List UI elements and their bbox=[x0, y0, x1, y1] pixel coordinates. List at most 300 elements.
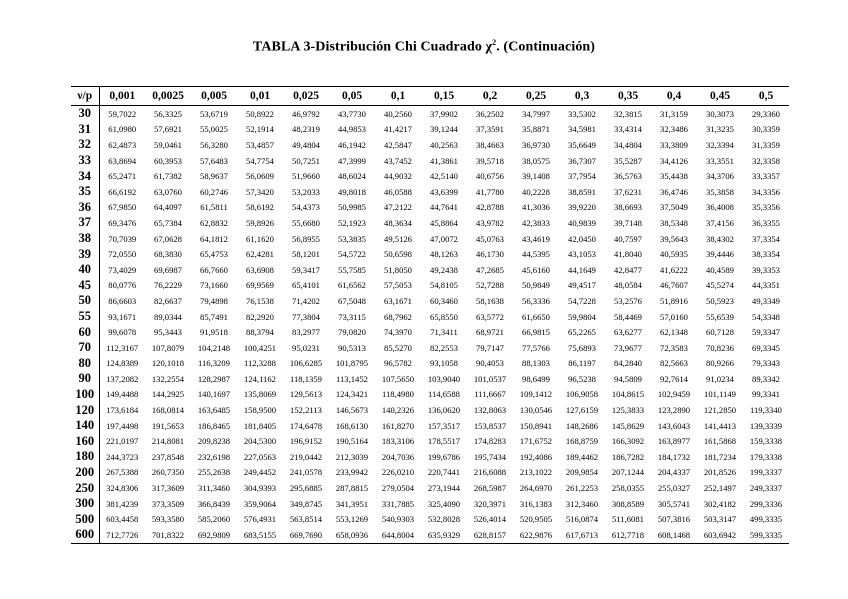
chi-square-value-cell: 32,3815 bbox=[614, 108, 642, 119]
chi-square-value-cell: 563,8514 bbox=[289, 514, 323, 525]
chi-square-value-cell: 59,0461 bbox=[154, 139, 182, 150]
chi-square-value-cell: 658,0936 bbox=[329, 527, 375, 543]
chi-square-value-cell: 287,8815 bbox=[335, 483, 369, 494]
chi-square-value-cell: 316,1383 bbox=[519, 498, 553, 509]
chi-square-value-cell: 42,5140 bbox=[430, 171, 458, 182]
chi-square-value-cell: 40,2560 bbox=[384, 108, 412, 119]
title-suffix: . (Continuación) bbox=[496, 39, 596, 55]
chi-square-value-cell: 31,3159 bbox=[660, 108, 688, 119]
chi-square-value-cell: 58,9637 bbox=[200, 171, 228, 182]
chi-square-value-cell: 46,1942 bbox=[338, 139, 366, 150]
chi-square-value-cell: 45,6160 bbox=[522, 264, 550, 275]
chi-square-value-cell: 58,1201 bbox=[292, 249, 320, 260]
chi-square-value-cell: 38,0575 bbox=[522, 155, 550, 166]
chi-square-value-cell: 258,0355 bbox=[611, 483, 645, 494]
chi-square-value-cell: 54,3348 bbox=[752, 311, 780, 322]
table-row bbox=[71, 340, 789, 356]
chi-square-value-cell: 373,3509 bbox=[151, 498, 185, 509]
chi-square-value-cell: 359,9064 bbox=[243, 498, 277, 509]
chi-square-value-cell: 212,3039 bbox=[335, 451, 369, 462]
chi-square-value-cell: 56,3280 bbox=[200, 139, 228, 150]
chi-square-value-cell: 183,3106 bbox=[381, 436, 415, 447]
chi-square-value-cell: 107,5650 bbox=[381, 373, 415, 384]
chi-square-value-cell: 76,2229 bbox=[154, 280, 182, 291]
chi-square-value-cell: 43,4619 bbox=[522, 233, 550, 244]
chi-square-value-cell: 612,7718 bbox=[605, 527, 651, 543]
chi-square-value-cell: 139,3339 bbox=[749, 420, 783, 431]
chi-square-value-cell: 32,3358 bbox=[752, 155, 780, 166]
table-row bbox=[71, 137, 789, 153]
chi-square-value-cell: 51,9660 bbox=[292, 171, 320, 182]
chi-square-value-cell: 85,5270 bbox=[384, 342, 412, 353]
chi-square-value-cell: 683,5155 bbox=[237, 527, 283, 543]
chi-square-value-cell: 30,3359 bbox=[752, 124, 780, 135]
chi-square-value-cell: 49,5126 bbox=[384, 233, 412, 244]
degrees-of-freedom-cell: 100 bbox=[71, 387, 99, 403]
chi-square-value-cell: 366,8439 bbox=[197, 498, 231, 509]
chi-square-value-cell: 38,8591 bbox=[568, 186, 596, 197]
chi-square-value-cell: 44,1649 bbox=[568, 264, 596, 275]
chi-square-value-cell: 593,3580 bbox=[151, 514, 185, 525]
chi-square-value-cell: 181,7234 bbox=[703, 451, 737, 462]
chi-square-value-cell: 82,2553 bbox=[430, 342, 458, 353]
chi-square-value-cell: 158,9500 bbox=[243, 405, 277, 416]
chi-square-value-cell: 255,0327 bbox=[657, 483, 691, 494]
chi-square-value-cell: 57,5053 bbox=[384, 280, 412, 291]
chi-square-value-cell: 204,5300 bbox=[243, 436, 277, 447]
degrees-of-freedom-cell: 300 bbox=[71, 496, 99, 512]
chi-square-value-cell: 59,3417 bbox=[292, 264, 320, 275]
chi-square-value-cell: 166,3092 bbox=[611, 436, 645, 447]
chi-square-value-cell: 113,1452 bbox=[336, 373, 368, 384]
chi-square-value-cell: 39,1408 bbox=[522, 171, 550, 182]
chi-square-value-cell: 325,4090 bbox=[427, 498, 461, 509]
table-row bbox=[71, 168, 789, 184]
chi-square-value-cell: 341,3951 bbox=[335, 498, 369, 509]
degrees-of-freedom-cell: 31 bbox=[71, 122, 99, 138]
chi-square-value-cell: 35,6649 bbox=[568, 139, 596, 150]
chi-square-value-cell: 44,5395 bbox=[522, 249, 550, 260]
chi-square-value-cell: 55,6539 bbox=[706, 311, 734, 322]
table-row bbox=[71, 106, 789, 122]
chi-square-value-cell: 56,3325 bbox=[154, 108, 182, 119]
chi-square-value-cell: 54,4373 bbox=[292, 202, 320, 213]
chi-square-value-cell: 140,2326 bbox=[381, 405, 415, 416]
chi-square-value-cell: 149,4488 bbox=[106, 389, 139, 400]
chi-square-value-cell: 48,1263 bbox=[430, 249, 458, 260]
chi-square-value-cell: 125,3833 bbox=[611, 405, 645, 416]
chi-square-value-cell: 40,5935 bbox=[660, 249, 688, 260]
table-row bbox=[71, 387, 789, 403]
chi-square-value-cell: 36,9730 bbox=[522, 139, 550, 150]
chi-square-value-cell: 135,8069 bbox=[243, 389, 277, 400]
chi-square-value-cell: 118,1359 bbox=[290, 373, 322, 384]
chi-square-value-cell: 52,1923 bbox=[338, 217, 366, 228]
chi-square-value-cell: 161,8270 bbox=[381, 420, 415, 431]
chi-square-value-cell: 84,2840 bbox=[614, 358, 642, 369]
chi-square-value-cell: 63,5772 bbox=[476, 311, 504, 322]
chi-square-value-cell: 44,3351 bbox=[752, 280, 780, 291]
chi-square-value-cell: 60,3460 bbox=[430, 295, 458, 306]
chi-square-value-cell: 209,8238 bbox=[197, 436, 231, 447]
table-row bbox=[71, 356, 789, 372]
chi-square-value-cell: 64,1812 bbox=[200, 233, 228, 244]
chi-square-value-cell: 54,7754 bbox=[246, 155, 274, 166]
chi-square-value-cell: 70,7039 bbox=[108, 233, 137, 244]
chi-square-value-cell: 128,2987 bbox=[197, 373, 231, 384]
chi-square-value-cell: 199,6786 bbox=[427, 451, 461, 462]
chi-square-value-cell: 40,2563 bbox=[430, 139, 458, 150]
table-row bbox=[71, 511, 789, 527]
chi-square-value-cell: 150,8941 bbox=[519, 420, 553, 431]
chi-square-value-cell: 48,2319 bbox=[292, 124, 320, 135]
chi-square-value-cell: 72,3583 bbox=[660, 342, 688, 353]
header-row bbox=[71, 87, 789, 106]
chi-square-value-cell: 178,5517 bbox=[427, 436, 461, 447]
chi-square-value-cell: 34,7997 bbox=[522, 108, 550, 119]
chi-square-value-cell: 77,3804 bbox=[292, 311, 320, 322]
chi-square-value-cell: 42,5847 bbox=[384, 139, 412, 150]
chi-square-value-cell: 36,4746 bbox=[660, 186, 688, 197]
chi-square-value-cell: 107,8079 bbox=[151, 342, 185, 353]
chi-square-value-cell: 49,4804 bbox=[292, 139, 320, 150]
chi-square-value-cell: 320,3971 bbox=[473, 498, 507, 509]
chi-square-value-cell: 89,0344 bbox=[154, 311, 182, 322]
chi-square-value-cell: 53,2033 bbox=[292, 186, 320, 197]
chi-square-value-cell: 50,9849 bbox=[522, 280, 550, 291]
chi-square-value-cell: 38,4663 bbox=[476, 139, 504, 150]
chi-square-value-cell: 33,4314 bbox=[614, 124, 642, 135]
chi-square-value-cell: 214,8081 bbox=[151, 436, 185, 447]
chi-square-value-cell: 186,7282 bbox=[611, 451, 645, 462]
chi-square-value-cell: 33,3357 bbox=[752, 171, 780, 182]
chi-square-value-cell: 349,8745 bbox=[289, 498, 323, 509]
chi-square-value-cell: 61,1620 bbox=[246, 233, 274, 244]
chi-square-value-cell: 201,8526 bbox=[703, 467, 737, 478]
chi-square-value-cell: 252,1497 bbox=[703, 483, 737, 494]
chi-square-value-cell: 127,6159 bbox=[565, 405, 599, 416]
chi-square-value-cell: 39,7148 bbox=[614, 217, 642, 228]
chi-square-value-cell: 90,4053 bbox=[476, 358, 504, 369]
header-probability: 0,1 bbox=[375, 87, 421, 106]
chi-square-value-cell: 73,9677 bbox=[614, 342, 642, 353]
chi-square-value-cell: 42,0450 bbox=[568, 233, 596, 244]
chi-square-value-cell: 37,4156 bbox=[706, 217, 734, 228]
chi-square-value-cell: 79,0820 bbox=[338, 327, 366, 338]
chi-square-value-cell: 216,6088 bbox=[473, 467, 507, 478]
chi-square-value-cell: 53,2576 bbox=[614, 295, 642, 306]
chi-square-value-cell: 173,6184 bbox=[106, 405, 139, 416]
chi-square-value-cell: 65,2265 bbox=[568, 327, 596, 338]
chi-square-value-cell: 96,5238 bbox=[568, 373, 596, 384]
chi-square-value-cell: 33,5302 bbox=[568, 108, 596, 119]
chi-square-value-cell: 118,4980 bbox=[382, 389, 414, 400]
degrees-of-freedom-cell: 70 bbox=[71, 340, 99, 356]
chi-square-value-cell: 53,4857 bbox=[246, 139, 274, 150]
table-row bbox=[71, 449, 789, 465]
chi-square-value-cell: 608,1468 bbox=[651, 527, 697, 543]
chi-square-value-cell: 152,2113 bbox=[290, 405, 322, 416]
chi-square-value-cell: 279,0504 bbox=[381, 483, 415, 494]
chi-square-value-cell: 179,3338 bbox=[749, 451, 783, 462]
degrees-of-freedom-cell: 32 bbox=[71, 137, 99, 153]
table-row bbox=[71, 324, 789, 340]
chi-square-value-cell: 54,5722 bbox=[338, 249, 366, 260]
degrees-of-freedom-cell: 90 bbox=[71, 371, 99, 387]
chi-square-value-cell: 76,1538 bbox=[246, 295, 274, 306]
degrees-of-freedom-cell: 120 bbox=[71, 402, 99, 418]
chi-square-value-cell: 39,1244 bbox=[430, 124, 458, 135]
chi-square-value-cell: 49,2438 bbox=[430, 264, 458, 275]
chi-square-value-cell: 38,5348 bbox=[660, 217, 688, 228]
chi-square-value-cell: 34,4126 bbox=[660, 155, 688, 166]
chi-square-value-cell: 249,4452 bbox=[243, 467, 277, 478]
chi-square-value-cell: 79,7147 bbox=[476, 342, 504, 353]
chi-square-value-cell: 82,2920 bbox=[246, 311, 274, 322]
degrees-of-freedom-cell: 45 bbox=[71, 278, 99, 294]
chi-square-value-cell: 209,9854 bbox=[565, 467, 599, 478]
chi-square-value-cell: 52,7288 bbox=[476, 280, 504, 291]
chi-square-value-cell: 73,4029 bbox=[108, 264, 137, 275]
chi-square-value-cell: 44,7641 bbox=[430, 202, 458, 213]
chi-square-value-cell: 55,6680 bbox=[292, 217, 320, 228]
chi-square-value-cell: 220,7441 bbox=[427, 467, 461, 478]
chi-square-value-cell: 43,6399 bbox=[430, 186, 458, 197]
title-superscript: 2 bbox=[492, 38, 497, 47]
chi-square-value-cell: 304,9393 bbox=[243, 483, 277, 494]
chi-square-value-cell: 42,8477 bbox=[614, 264, 642, 275]
chi-square-value-cell: 232,6198 bbox=[197, 451, 231, 462]
chi-square-value-cell: 503,3147 bbox=[703, 514, 737, 525]
table-row bbox=[71, 480, 789, 496]
table-row bbox=[71, 184, 789, 200]
chi-square-value-cell: 520,9505 bbox=[519, 514, 553, 525]
chi-square-value-cell: 95,0231 bbox=[292, 342, 320, 353]
chi-square-value-cell: 227,0563 bbox=[243, 451, 277, 462]
chi-square-value-cell: 73,1660 bbox=[200, 280, 228, 291]
chi-square-value-cell: 617,6713 bbox=[559, 527, 605, 543]
chi-square-value-cell: 55,7585 bbox=[338, 264, 366, 275]
chi-square-value-cell: 159,3338 bbox=[749, 436, 783, 447]
header-probability: 0,25 bbox=[513, 87, 559, 106]
chi-square-value-cell: 34,4804 bbox=[614, 139, 642, 150]
chi-square-value-cell: 199,3337 bbox=[749, 467, 783, 478]
chi-square-value-cell: 106,9058 bbox=[565, 389, 599, 400]
chi-square-value-cell: 35,8871 bbox=[522, 124, 550, 135]
chi-square-value-cell: 143,6043 bbox=[657, 420, 691, 431]
chi-square-value-cell: 114,6588 bbox=[428, 389, 460, 400]
chi-square-value-cell: 88,1303 bbox=[522, 358, 550, 369]
chi-square-value-cell: 132,8063 bbox=[473, 405, 507, 416]
header-probability: 0,4 bbox=[651, 87, 697, 106]
chi-square-value-cell: 102,9459 bbox=[657, 389, 691, 400]
chi-square-value-cell: 635,9329 bbox=[421, 527, 467, 543]
header-probability: 0,5 bbox=[743, 87, 789, 106]
chi-square-value-cell: 499,3335 bbox=[749, 514, 783, 525]
chi-square-value-cell: 83,2977 bbox=[292, 327, 320, 338]
chi-square-value-cell: 93,1671 bbox=[108, 311, 137, 322]
chi-square-value-cell: 40,4589 bbox=[706, 264, 734, 275]
chi-square-value-cell: 302,4182 bbox=[703, 498, 737, 509]
degrees-of-freedom-cell: 250 bbox=[71, 480, 99, 496]
chi-square-value-cell: 60,7128 bbox=[706, 327, 734, 338]
chi-square-value-cell: 37,5049 bbox=[660, 202, 688, 213]
chi-square-value-cell: 267,5388 bbox=[106, 467, 139, 478]
chi-square-value-cell: 54,8105 bbox=[430, 280, 458, 291]
chi-square-value-cell: 57,6483 bbox=[200, 155, 228, 166]
chi-square-value-cell: 38,6693 bbox=[614, 202, 642, 213]
chi-square-value-cell: 48,0584 bbox=[614, 280, 642, 291]
chi-square-value-cell: 51,8916 bbox=[660, 295, 688, 306]
chi-square-value-cell: 49,8018 bbox=[338, 186, 366, 197]
header-probability: 0,35 bbox=[605, 87, 651, 106]
chi-square-value-cell: 189,4462 bbox=[565, 451, 599, 462]
degrees-of-freedom-cell: 600 bbox=[71, 527, 99, 543]
chi-square-value-cell: 57,3420 bbox=[246, 186, 274, 197]
table-row bbox=[71, 496, 789, 512]
chi-square-value-cell: 66,7660 bbox=[200, 264, 228, 275]
chi-square-value-cell: 39,5718 bbox=[476, 155, 504, 166]
chi-square-value-cell: 161,5868 bbox=[703, 436, 737, 447]
chi-square-value-cell: 41,3036 bbox=[522, 202, 550, 213]
chi-square-value-cell: 33,3809 bbox=[660, 139, 688, 150]
chi-square-value-cell: 701,8322 bbox=[145, 527, 191, 543]
chi-square-value-cell: 44,9032 bbox=[384, 171, 412, 182]
chi-square-value-cell: 47,3999 bbox=[338, 155, 366, 166]
chi-square-value-cell: 599,3335 bbox=[743, 527, 789, 543]
chi-square-value-cell: 184,1732 bbox=[657, 451, 691, 462]
chi-square-value-cell: 61,0980 bbox=[108, 124, 137, 135]
chi-square-value-cell: 111,6667 bbox=[474, 389, 506, 400]
chi-square-value-cell: 50,5923 bbox=[706, 295, 734, 306]
page-title bbox=[0, 38, 848, 56]
chi-square-value-cell: 37,6231 bbox=[614, 186, 642, 197]
header-probability: 0,0025 bbox=[145, 87, 191, 106]
chi-square-value-cell: 43,7452 bbox=[384, 155, 412, 166]
table-row bbox=[71, 465, 789, 481]
chi-square-value-cell: 273,1944 bbox=[427, 483, 461, 494]
chi-square-value-cell: 171,6752 bbox=[519, 436, 553, 447]
chi-square-value-cell: 39,4446 bbox=[706, 249, 734, 260]
chi-square-value-cell: 41,3861 bbox=[430, 155, 458, 166]
chi-square-value-cell: 65,2471 bbox=[108, 171, 137, 182]
chi-square-value-cell: 64,4097 bbox=[154, 202, 182, 213]
chi-square-value-cell: 532,8028 bbox=[427, 514, 461, 525]
chi-square-value-cell: 50,7251 bbox=[292, 155, 320, 166]
degrees-of-freedom-cell: 60 bbox=[71, 324, 99, 340]
chi-square-value-cell: 40,6756 bbox=[476, 171, 504, 182]
degrees-of-freedom-cell: 80 bbox=[71, 356, 99, 372]
table-row bbox=[71, 231, 789, 247]
chi-square-value-cell: 63,8694 bbox=[108, 155, 137, 166]
chi-square-value-cell: 85,7491 bbox=[200, 311, 228, 322]
chi-square-value-cell: 226,0210 bbox=[381, 467, 415, 478]
chi-square-value-cell: 48,6024 bbox=[338, 171, 366, 182]
chi-square-value-cell: 168,8759 bbox=[565, 436, 599, 447]
chi-square-value-cell: 44,9853 bbox=[338, 124, 366, 135]
header-probability: 0,2 bbox=[467, 87, 513, 106]
chi-square-value-cell: 692,9809 bbox=[191, 527, 237, 543]
chi-square-value-cell: 324,8306 bbox=[106, 483, 139, 494]
chi-square-value-cell: 71,4202 bbox=[292, 295, 320, 306]
chi-square-value-cell: 36,5763 bbox=[614, 171, 642, 182]
degrees-of-freedom-cell: 50 bbox=[71, 293, 99, 309]
chi-square-value-cell: 58,4469 bbox=[614, 311, 642, 322]
chi-square-value-cell: 80,0776 bbox=[108, 280, 137, 291]
degrees-of-freedom-cell: 160 bbox=[71, 433, 99, 449]
chi-square-value-cell: 163,6485 bbox=[197, 405, 231, 416]
chi-square-value-cell: 43,9782 bbox=[476, 217, 504, 228]
chi-square-value-cell: 31,3359 bbox=[752, 139, 780, 150]
chi-square-value-cell: 40,9839 bbox=[568, 217, 596, 228]
chi-square-value-cell: 66,9815 bbox=[522, 327, 550, 338]
chi-square-value-cell: 58,6192 bbox=[246, 202, 274, 213]
chi-square-value-cell: 59,7022 bbox=[108, 108, 137, 119]
chi-square-value-cell: 45,8864 bbox=[430, 217, 458, 228]
chi-square-value-cell: 89,3342 bbox=[752, 373, 780, 384]
header-probability: 0,45 bbox=[697, 87, 743, 106]
chi-square-value-cell: 124,8389 bbox=[106, 358, 139, 369]
chi-square-value-cell: 32,3486 bbox=[660, 124, 688, 135]
chi-square-value-cell: 69,3476 bbox=[108, 217, 137, 228]
chi-square-value-cell: 181,8405 bbox=[243, 420, 277, 431]
header-probability: 0,01 bbox=[237, 87, 283, 106]
table-row bbox=[71, 527, 789, 543]
chi-square-value-cell: 56,3336 bbox=[522, 295, 550, 306]
chi-square-value-cell: 68,9721 bbox=[476, 327, 504, 338]
chi-square-value-cell: 40,2228 bbox=[522, 186, 550, 197]
header-probability: 0,3 bbox=[559, 87, 605, 106]
chi-square-value-cell: 47,0072 bbox=[430, 233, 458, 244]
chi-square-value-cell: 130,0546 bbox=[519, 405, 553, 416]
chi-square-value-cell: 56,8955 bbox=[292, 233, 320, 244]
chi-square-value-cell: 65,4101 bbox=[292, 280, 320, 291]
chi-square-value-cell: 112,3167 bbox=[106, 342, 139, 353]
chi-square-value-cell: 73,3115 bbox=[338, 311, 366, 322]
chi-square-value-cell: 174,6478 bbox=[289, 420, 323, 431]
chi-square-value-cell: 237,8548 bbox=[151, 451, 185, 462]
chi-square-value-cell: 50,6598 bbox=[384, 249, 412, 260]
chi-square-value-cell: 42,3833 bbox=[522, 217, 550, 228]
chi-square-value-cell: 53,6719 bbox=[200, 108, 228, 119]
chi-square-value-cell: 34,3706 bbox=[706, 171, 734, 182]
header-probability: 0,05 bbox=[329, 87, 375, 106]
chi-square-value-cell: 99,3341 bbox=[752, 389, 780, 400]
chi-square-value-cell: 33,3551 bbox=[706, 155, 734, 166]
chi-square-value-cell: 37,7954 bbox=[568, 171, 596, 182]
table-row bbox=[71, 418, 789, 434]
header-probability: 0,001 bbox=[99, 87, 145, 106]
chi-square-value-cell: 191,5653 bbox=[151, 420, 185, 431]
table-row bbox=[71, 402, 789, 418]
degrees-of-freedom-cell: 38 bbox=[71, 231, 99, 247]
chi-square-value-cell: 644,8004 bbox=[375, 527, 421, 543]
chi-square-value-cell: 70,8236 bbox=[706, 342, 734, 353]
chi-square-value-cell: 553,1269 bbox=[335, 514, 369, 525]
chi-square-value-cell: 61,7382 bbox=[154, 171, 182, 182]
chi-square-value-cell: 32,3394 bbox=[706, 139, 734, 150]
chi-square-value-cell: 60,3953 bbox=[154, 155, 182, 166]
chi-square-value-cell: 124,3421 bbox=[335, 389, 369, 400]
chi-square-value-cell: 317,3609 bbox=[151, 483, 185, 494]
chi-square-value-cell: 295,6885 bbox=[289, 483, 323, 494]
chi-square-value-cell: 79,3343 bbox=[752, 358, 780, 369]
chi-square-value-cell: 241,0578 bbox=[289, 467, 323, 478]
chi-square-value-cell: 69,6987 bbox=[154, 264, 182, 275]
degrees-of-freedom-cell: 500 bbox=[71, 511, 99, 527]
chi-square-value-cell: 381,4239 bbox=[106, 498, 139, 509]
chi-square-value-cell: 65,8550 bbox=[430, 311, 458, 322]
